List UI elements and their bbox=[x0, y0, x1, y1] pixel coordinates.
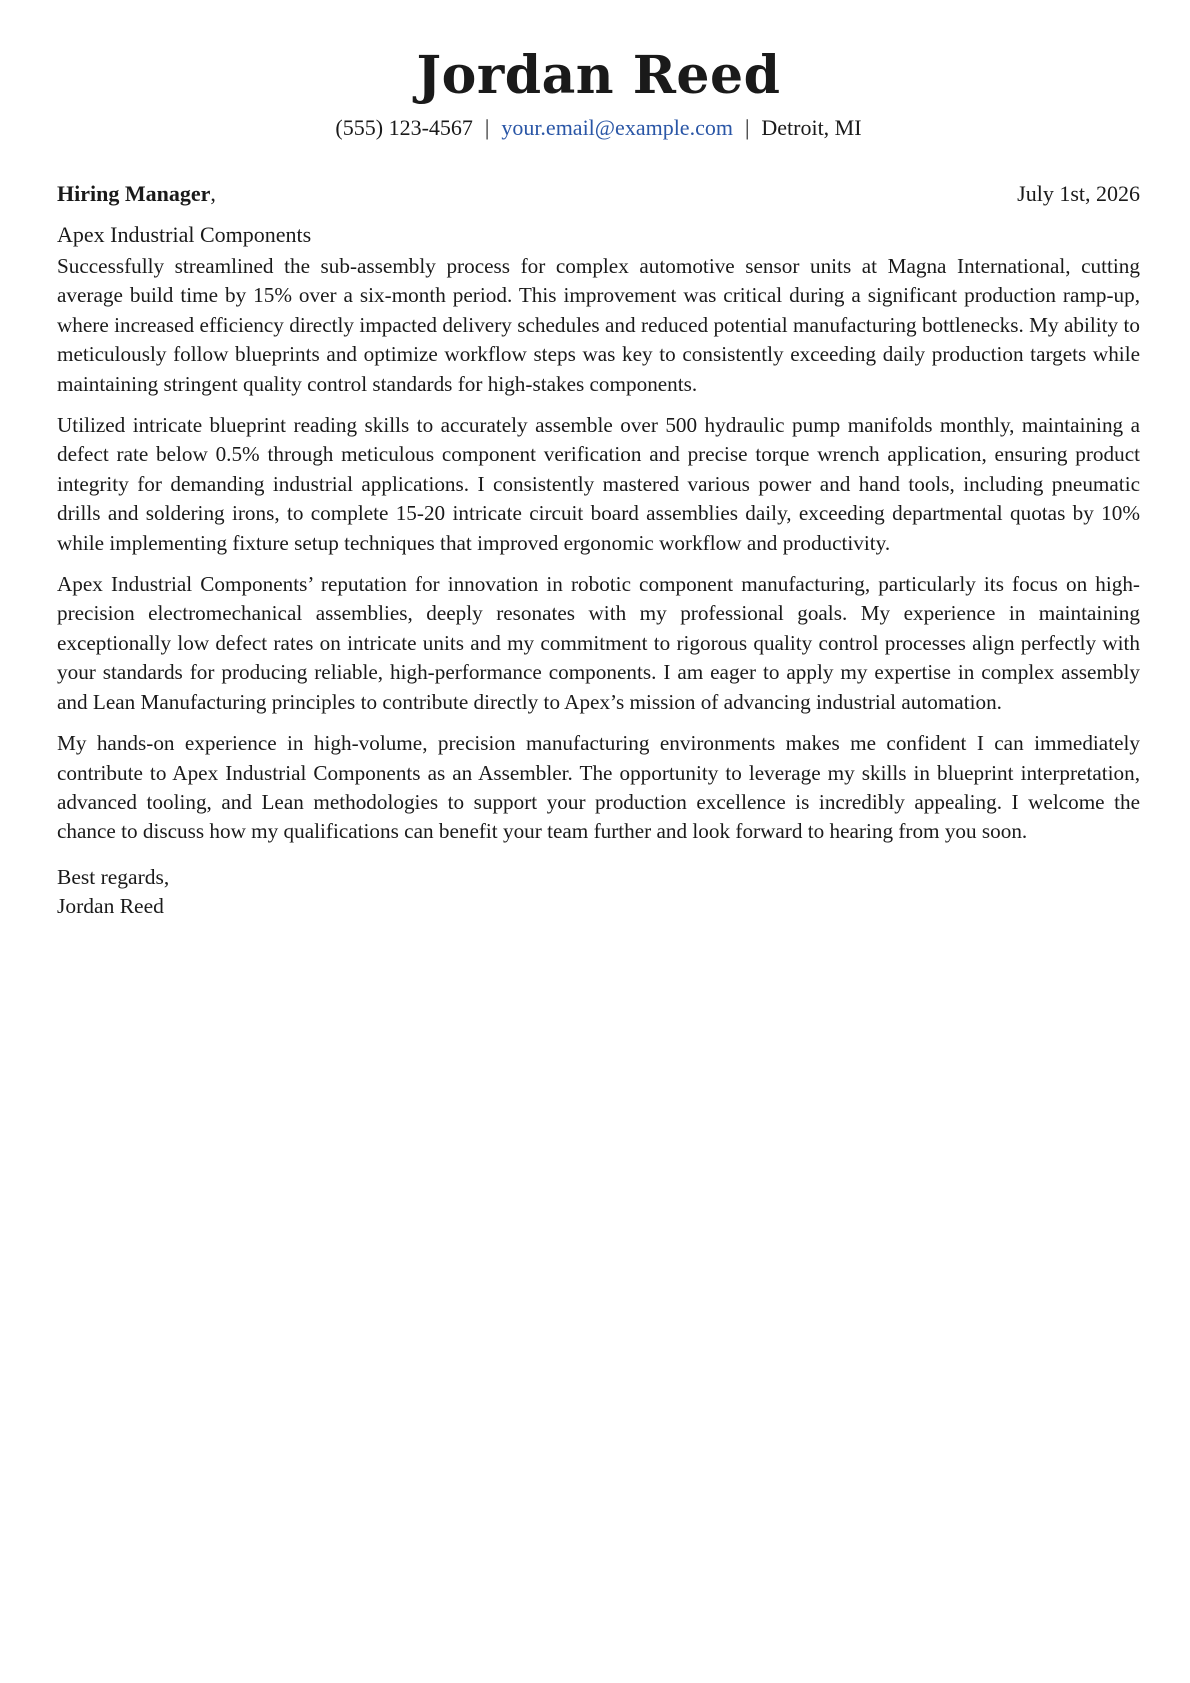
applicant-name: Jordan Reed bbox=[416, 45, 781, 106]
recipient-company: Apex Industrial Components bbox=[57, 222, 312, 247]
body-paragraph: Apex Industrial Components’ reputation for innovation in robotic component manufacturing, particularly its focus on high-precision electromechanical assemblies, deeply resonates with my professional goals. My experience in maintaining exceptionally low defect rates on intricate units and my commitment to rigorous quality control processes align perfectly with your standards for producing reliable, high-performance components. I am eager to apply my expertise in complex assembly and Lean Manufacturing principles to contribute directly to Apex’s mission of advancing industrial automation. bbox=[57, 572, 1140, 714]
recipient-row bbox=[57, 180, 1140, 208]
email-link[interactable]: your.email@example.com bbox=[501, 115, 733, 140]
recipient-title: Hiring Manager bbox=[57, 181, 211, 206]
phone-number: (555) 123-4567 bbox=[335, 115, 473, 140]
letter-date: July 1st, 2026 bbox=[1017, 181, 1140, 206]
contact-line bbox=[57, 114, 1140, 142]
closing-signature: Jordan Reed bbox=[57, 893, 164, 918]
recipient-comma: , bbox=[210, 181, 216, 206]
letter-body bbox=[57, 252, 1140, 921]
body-paragraph: Utilized intricate blueprint reading skills to accurately assemble over 500 hydraulic pump manifolds monthly, maintaining a defect rate below 0.5% through meticulous component verification and precise torque wrench application, ensuring product integrity for demanding industrial applications. I consistently mastered various power and hand tools, including pneumatic drills and soldering irons, to complete 15-20 intricate circuit board assemblies daily, exceeding departmental quotas by 10% while implementing fixture setup techniques that improved ergonomic workflow and productivity. bbox=[57, 413, 1140, 555]
closing-block bbox=[57, 863, 1140, 921]
closing-salutation: Best regards, bbox=[57, 864, 170, 889]
body-paragraph: Successfully streamlined the sub-assembly process for complex automotive sensor units at Magna International, cutting average build time by 15% over a six-month period. This improvement was critical during a significant production ramp-up, where increased efficiency directly impacted delivery schedules and reduced potential manufacturing bottlenecks. My ability to meticulously follow blueprints and optimize workflow steps was key to consistently exceeding daily production targets while maintaining stringent quality control standards for high-stakes components. bbox=[57, 254, 1140, 396]
body-paragraph: My hands-on experience in high-volume, precision manufacturing environments makes me confident I can immediately contribute to Apex Industrial Components as an Assembler. The opportunity to leverage my skills in blueprint interpretation, advanced tooling, and Lean methodologies to support your production excellence is incredibly appealing. I welcome the chance to discuss how my qualifications can benefit your team further and look forward to hearing from you soon. bbox=[57, 731, 1140, 844]
location: Detroit, MI bbox=[761, 115, 862, 140]
contact-separator: | bbox=[744, 115, 750, 140]
contact-separator: | bbox=[484, 115, 490, 140]
